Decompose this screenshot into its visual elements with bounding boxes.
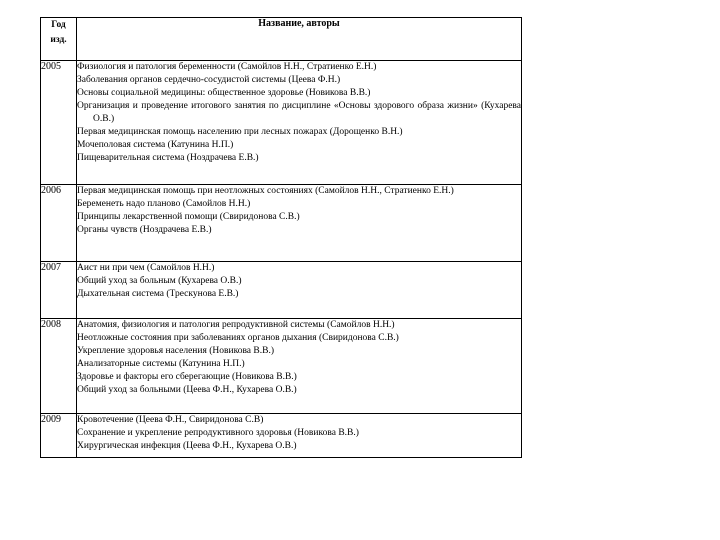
publication-entry: Анатомия, физиология и патология репродуктивной системы (Самойлов Н.Н.) (77, 320, 395, 330)
year-cell: 2009 (41, 414, 77, 458)
publication-entry: Дыхательная система (Трескунова Е.В.) (77, 289, 239, 299)
publication-entry: Хирургическая инфекция (Цеева Ф.Н., Кухарева О.В.) (77, 441, 297, 451)
year-column-header: Год изд. (41, 18, 77, 61)
entries-cell (77, 262, 522, 319)
year-cell: 2008 (41, 319, 77, 414)
publication-entry: Основы социальной медицины: общественное здоровье (Новикова В.В.) (77, 88, 371, 98)
table-row (41, 414, 522, 458)
publication-entry: Первая медицинская помощь населению при лесных пожарах (Дорощенко В.Н.) (77, 127, 403, 137)
publication-entry: Беременеть надо планово (Самойлов Н.Н.) (77, 199, 251, 209)
publication-entry: Заболевания органов сердечно-сосудистой системы (Цеева Ф.Н.) (77, 75, 341, 85)
publication-entry: Организация и проведение итогового занятия по дисциплине «Основы здорового образа жизни» (Кухарева О.В.) (77, 101, 521, 124)
publication-entry: Принципы лекарственной помощи (Свиридонова С.В.) (77, 212, 300, 222)
year-cell: 2007 (41, 262, 77, 319)
publication-entry: Общий уход за больными (Цеева Ф.Н., Кухарева О.В.) (77, 385, 297, 395)
publication-entry: Физиология и патология беременности (Самойлов Н.Н., Стратиенко Е.Н.) (77, 62, 377, 72)
publication-entry: Мочеполовая система (Катунина Н.П.) (77, 140, 234, 150)
publications-table (40, 17, 522, 458)
year-cell: 2006 (41, 185, 77, 262)
publication-entry: Анализаторные системы (Катунина Н.П.) (77, 359, 245, 369)
table-row (41, 61, 522, 185)
publication-entry: Кровотечение (Цеева Ф.Н., Свиридонова С.В) (77, 415, 264, 425)
table-row (41, 185, 522, 262)
entries-cell (77, 185, 522, 262)
publication-entry: Здоровье и факторы его сберегающие (Новикова В.В.) (77, 372, 297, 382)
year-cell: 2005 (41, 61, 77, 185)
publication-entry: Сохранение и укрепление репродуктивного здоровья (Новикова В.В.) (77, 428, 359, 438)
entries-cell (77, 414, 522, 458)
entries-cell (77, 319, 522, 414)
entries-cell (77, 61, 522, 185)
publication-entry: Аист ни при чем (Самойлов Н.Н.) (77, 263, 215, 273)
publication-entry: Общий уход за больным (Кухарева О.В.) (77, 276, 242, 286)
publication-entry: Органы чувств (Ноздрачева Е.В.) (77, 225, 212, 235)
table-row (41, 319, 522, 414)
publication-entry: Укрепление здоровья населения (Новикова В.В.) (77, 346, 274, 356)
publication-entry: Неотложные состояния при заболеваниях органов дыхания (Свиридонова С.В.) (77, 333, 399, 343)
publication-entry: Пищеварительная система (Ноздрачева Е.В.) (77, 153, 259, 163)
publication-entry: Первая медицинская помощь при неотложных состояниях (Самойлов Н.Н., Стратиенко Е.Н.) (77, 186, 454, 196)
table-row (41, 262, 522, 319)
table-header-row (41, 18, 522, 61)
title-column-header: Название, авторы (77, 18, 522, 61)
